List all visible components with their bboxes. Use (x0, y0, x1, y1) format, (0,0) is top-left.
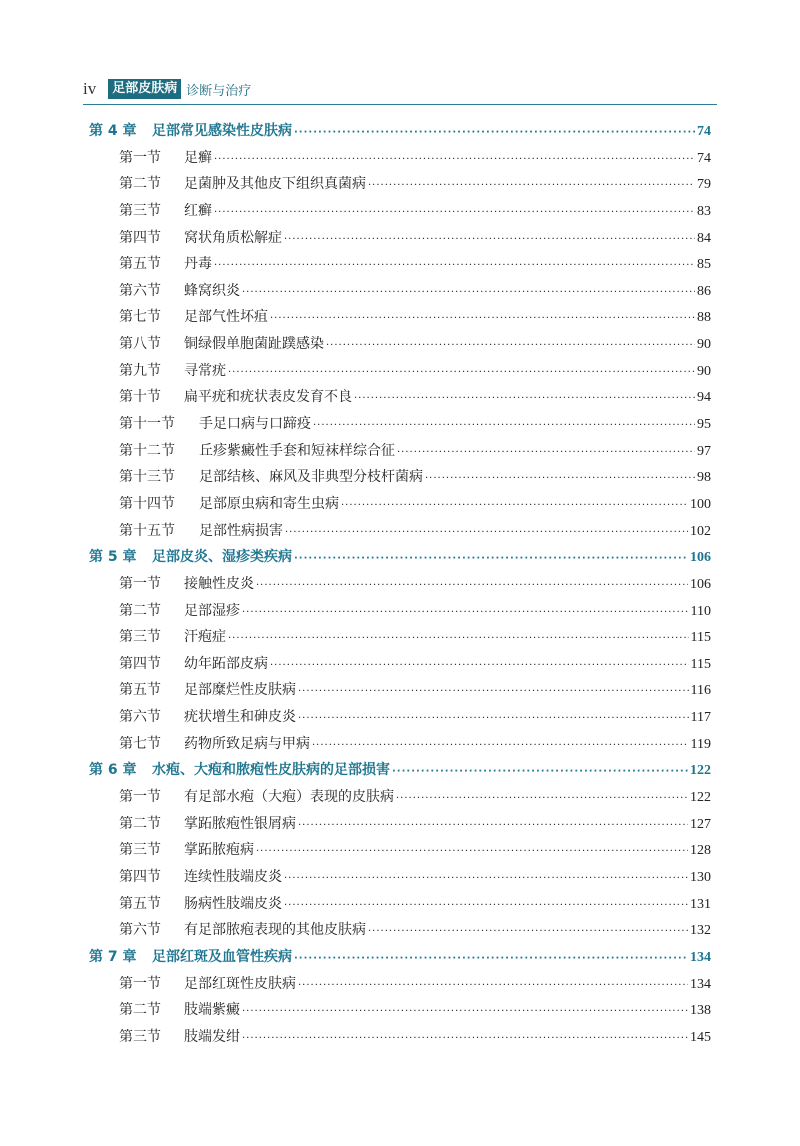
toc-leader-dots (284, 870, 688, 888)
toc-entry (119, 1028, 711, 1048)
toc-label: 第二节 (119, 1002, 161, 1019)
toc-page-number: 102 (690, 523, 711, 539)
toc-label: 第一节 (119, 789, 161, 806)
toc-leader-dots (284, 231, 695, 249)
toc-section-row[interactable] (0, 599, 800, 626)
toc-title: 寻常疣 (184, 362, 226, 379)
toc-label: 第 7 章 (89, 948, 137, 965)
toc-page-number: 84 (697, 230, 711, 246)
toc-section-row[interactable] (0, 998, 800, 1025)
toc-leader-dots (298, 977, 688, 995)
toc-section-row[interactable] (0, 332, 800, 359)
toc-chapter-row[interactable] (0, 545, 800, 572)
toc-leader-dots (368, 177, 695, 195)
toc-page-number: 79 (697, 177, 711, 193)
toc-page-number: 132 (690, 923, 711, 939)
toc-page-number: 100 (690, 496, 711, 512)
toc-page-number: 94 (697, 390, 711, 406)
toc-section-row[interactable] (0, 1025, 800, 1052)
toc-section-row[interactable] (0, 732, 800, 759)
toc-page-number: 74 (697, 124, 711, 139)
toc-entry (119, 522, 711, 542)
toc-title: 幼年跖部皮病 (184, 655, 268, 672)
toc-leader-dots (294, 124, 695, 142)
toc-section-row[interactable] (0, 972, 800, 999)
toc-entry (119, 388, 711, 408)
toc-entry (119, 175, 711, 195)
toc-label: 第三节 (119, 202, 161, 219)
toc-page-number: 127 (690, 816, 711, 832)
toc-section-row[interactable] (0, 385, 800, 412)
toc-label: 第十三节 (119, 469, 175, 486)
toc-chapter-row[interactable] (0, 945, 800, 972)
toc-label: 第六节 (119, 709, 161, 726)
toc-label: 第四节 (119, 229, 161, 246)
toc-section-row[interactable] (0, 279, 800, 306)
toc-label: 第三节 (119, 1028, 161, 1045)
toc-title: 疣状增生和砷皮炎 (184, 709, 296, 726)
toc-label: 第十五节 (119, 522, 175, 539)
toc-label: 第五节 (119, 256, 161, 273)
toc-page-number: 131 (690, 896, 711, 912)
toc-title: 肠病性肢端皮炎 (184, 895, 282, 912)
toc-title: 有足部脓疱表现的其他皮肤病 (184, 922, 366, 939)
toc-title: 手足口病与口蹄疫 (199, 416, 311, 433)
toc-title: 足癣 (184, 149, 212, 166)
toc-leader-dots (341, 497, 688, 515)
toc-section-row[interactable] (0, 812, 800, 839)
toc-title: 足部皮炎、湿疹类疾病 (152, 549, 292, 566)
toc-label: 第二节 (119, 815, 161, 832)
toc-title: 足部性病损害 (199, 522, 283, 539)
toc-label: 第十四节 (119, 495, 175, 512)
toc-page-number: 134 (690, 949, 711, 965)
toc-entry (119, 308, 711, 328)
toc-leader-dots (242, 284, 695, 302)
toc-page-number: 90 (697, 363, 711, 379)
toc-page-number: 106 (690, 576, 711, 592)
table-of-contents (0, 119, 800, 1051)
toc-leader-dots (313, 417, 695, 435)
toc-label: 第六节 (119, 922, 161, 939)
toc-title: 肢端紫癜 (184, 1002, 240, 1019)
toc-leader-dots (425, 470, 695, 488)
toc-section-row[interactable] (0, 572, 800, 599)
toc-leader-dots (256, 577, 688, 595)
toc-leader-dots (354, 390, 695, 408)
toc-title: 足部红斑性皮肤病 (184, 975, 296, 992)
toc-label: 第十节 (119, 389, 161, 406)
toc-page-number: 85 (697, 257, 711, 273)
toc-entry (89, 948, 711, 968)
toc-entry (119, 841, 711, 861)
toc-title: 药物所致足病与甲病 (184, 735, 310, 752)
toc-leader-dots (285, 524, 688, 542)
toc-label: 第三节 (119, 842, 161, 859)
toc-leader-dots (397, 444, 695, 462)
toc-leader-dots (298, 683, 689, 701)
page-header (83, 78, 251, 100)
toc-leader-dots (284, 897, 688, 915)
toc-entry (119, 575, 711, 595)
page-number: iv (83, 79, 97, 98)
toc-title: 丹毒 (184, 256, 212, 273)
toc-page-number: 122 (690, 763, 711, 779)
toc-leader-dots (326, 337, 695, 355)
toc-leader-dots (214, 151, 695, 169)
toc-title: 窝状角质松解症 (184, 229, 282, 246)
toc-leader-dots (294, 950, 688, 968)
toc-page-number: 106 (690, 550, 711, 566)
toc-page-number: 83 (697, 203, 711, 219)
toc-entry (119, 975, 711, 995)
toc-label: 第四节 (119, 655, 161, 672)
toc-label: 第九节 (119, 362, 161, 379)
toc-leader-dots (392, 763, 688, 781)
toc-entry (119, 815, 711, 835)
toc-label: 第七节 (119, 735, 161, 752)
toc-page-number: 97 (697, 443, 711, 459)
toc-section-row[interactable] (0, 305, 800, 332)
toc-page-number: 119 (690, 736, 711, 752)
toc-title: 丘疹紫癜性手套和短袜样综合征 (199, 442, 395, 459)
toc-section-row[interactable] (0, 412, 800, 439)
toc-section-row[interactable] (0, 199, 800, 226)
toc-label: 第二节 (119, 176, 161, 193)
toc-entry (119, 655, 711, 675)
toc-section-row[interactable] (0, 172, 800, 199)
toc-entry (119, 415, 711, 435)
toc-page-number: 130 (690, 869, 711, 885)
toc-entry (119, 895, 711, 915)
toc-leader-dots (270, 657, 689, 675)
toc-leader-dots (396, 790, 688, 808)
toc-title: 蜂窝织炎 (184, 282, 240, 299)
toc-leader-dots (270, 310, 695, 328)
toc-title: 连续性肢端皮炎 (184, 868, 282, 885)
toc-label: 第七节 (119, 309, 161, 326)
toc-label: 第十二节 (119, 442, 175, 459)
toc-page-number: 145 (690, 1029, 711, 1045)
toc-leader-dots (242, 1003, 688, 1021)
toc-label: 第 6 章 (89, 762, 137, 779)
toc-label: 第五节 (119, 682, 161, 699)
toc-leader-dots (228, 630, 689, 648)
toc-entry (119, 202, 711, 222)
toc-section-row[interactable] (0, 519, 800, 546)
toc-entry (119, 708, 711, 728)
toc-title: 足部原虫病和寄生虫病 (199, 495, 339, 512)
toc-leader-dots (294, 550, 688, 568)
toc-title: 掌跖脓疱性银屑病 (184, 815, 296, 832)
toc-entry (119, 255, 711, 275)
toc-leader-dots (242, 1030, 688, 1048)
toc-label: 第 5 章 (89, 549, 137, 566)
toc-entry (119, 495, 711, 515)
toc-section-row[interactable] (0, 678, 800, 705)
toc-entry (119, 1001, 711, 1021)
toc-entry (89, 122, 711, 142)
toc-page-number: 110 (690, 603, 711, 619)
toc-title: 足部结核、麻风及非典型分枝杆菌病 (199, 469, 423, 486)
toc-section-row[interactable] (0, 918, 800, 945)
toc-title: 足部常见感染性皮肤病 (152, 123, 292, 139)
toc-label: 第四节 (119, 868, 161, 885)
toc-leader-dots (214, 257, 695, 275)
toc-label: 第二节 (119, 602, 161, 619)
toc-entry (119, 921, 711, 941)
toc-entry (119, 229, 711, 249)
toc-title: 水疱、大疱和脓疱性皮肤病的足部损害 (152, 762, 390, 779)
toc-title: 足部红斑及血管性疾病 (152, 948, 292, 965)
toc-label: 第 4 章 (89, 123, 137, 139)
toc-entry (119, 628, 711, 648)
toc-entry (89, 761, 711, 781)
toc-section-row[interactable] (0, 465, 800, 492)
toc-leader-dots (228, 364, 695, 382)
toc-page-number: 86 (697, 283, 711, 299)
toc-title: 足菌肿及其他皮下组织真菌病 (184, 176, 366, 193)
toc-page-number: 115 (690, 656, 711, 672)
toc-leader-dots (368, 923, 688, 941)
toc-page-number: 116 (690, 683, 711, 699)
toc-section-row[interactable] (0, 705, 800, 732)
toc-section-row[interactable] (0, 252, 800, 279)
toc-title: 红癣 (184, 202, 212, 219)
toc-entry (119, 335, 711, 355)
toc-label: 第三节 (119, 629, 161, 646)
toc-page-number: 134 (690, 976, 711, 992)
toc-page-number: 98 (697, 470, 711, 486)
toc-entry (119, 362, 711, 382)
toc-title: 足部湿疹 (184, 602, 240, 619)
toc-page-number: 115 (690, 630, 711, 646)
toc-leader-dots (298, 710, 689, 728)
toc-page-number: 74 (697, 150, 711, 166)
toc-section-row[interactable] (0, 492, 800, 519)
toc-page-number: 88 (697, 310, 711, 326)
toc-label: 第五节 (119, 895, 161, 912)
toc-title: 有足部水疱（大疱）表现的皮肤病 (184, 789, 394, 806)
toc-leader-dots (256, 843, 688, 861)
toc-title: 足部气性坏疽 (184, 309, 268, 326)
toc-page-number: 128 (690, 843, 711, 859)
toc-entry (119, 735, 711, 755)
toc-page-number: 122 (690, 790, 711, 806)
toc-chapter-row[interactable] (0, 119, 800, 146)
toc-title: 肢端发绀 (184, 1028, 240, 1045)
toc-entry (119, 868, 711, 888)
toc-entry (119, 442, 711, 462)
toc-page-number: 138 (690, 1003, 711, 1019)
toc-title: 铜绿假单胞菌趾蹼感染 (184, 336, 324, 353)
toc-section-row[interactable] (0, 865, 800, 892)
toc-title: 扁平疣和疣状表皮发育不良 (184, 389, 352, 406)
toc-page-number: 95 (697, 417, 711, 433)
toc-title: 足部糜烂性皮肤病 (184, 682, 296, 699)
toc-section-row[interactable] (0, 359, 800, 386)
toc-leader-dots (214, 204, 695, 222)
toc-label: 第六节 (119, 282, 161, 299)
toc-section-row[interactable] (0, 785, 800, 812)
toc-section-row[interactable] (0, 146, 800, 173)
toc-label: 第一节 (119, 575, 161, 592)
toc-entry (119, 468, 711, 488)
toc-section-row[interactable] (0, 439, 800, 466)
toc-section-row[interactable] (0, 625, 800, 652)
toc-page-number: 117 (690, 710, 711, 726)
book-title: 足部皮肤病 (108, 79, 181, 99)
toc-entry (89, 548, 711, 568)
toc-section-row[interactable] (0, 226, 800, 253)
toc-title: 掌跖脓疱病 (184, 842, 254, 859)
toc-label: 第一节 (119, 149, 161, 166)
book-subtitle: 诊断与治疗 (186, 83, 252, 99)
toc-entry (119, 282, 711, 302)
toc-entry (119, 602, 711, 622)
toc-leader-dots (298, 817, 688, 835)
toc-leader-dots (312, 737, 689, 755)
toc-entry (119, 681, 711, 701)
toc-section-row[interactable] (0, 892, 800, 919)
toc-section-row[interactable] (0, 652, 800, 679)
toc-label: 第八节 (119, 336, 161, 353)
header-divider (83, 104, 717, 105)
toc-label: 第十一节 (119, 416, 175, 433)
toc-page-number: 90 (697, 337, 711, 353)
toc-label: 第一节 (119, 975, 161, 992)
toc-entry (119, 149, 711, 169)
toc-title: 汗疱症 (184, 629, 226, 646)
toc-title: 接触性皮炎 (184, 575, 254, 592)
toc-entry (119, 788, 711, 808)
toc-section-row[interactable] (0, 838, 800, 865)
toc-leader-dots (242, 604, 689, 622)
toc-chapter-row[interactable] (0, 758, 800, 785)
